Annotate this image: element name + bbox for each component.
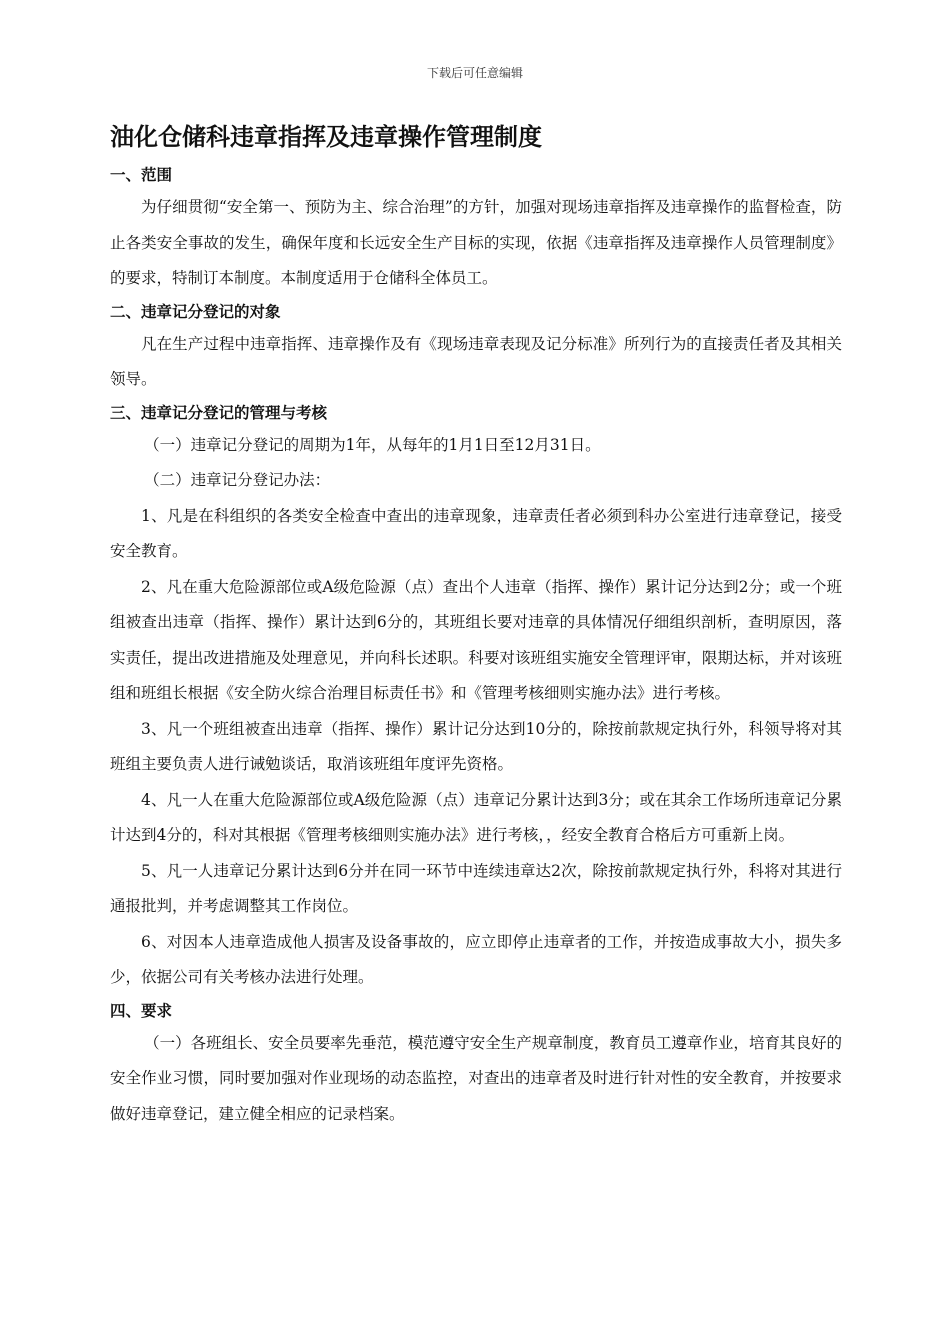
paragraph: （一）违章记分登记的周期为1年，从每年的1月1日至12月31日。 — [144, 435, 601, 454]
paragraph: 4、凡一人在重大危险源部位或A级危险源（点）违章记分累计达到3分；或在其余工作场所违章记分累计达到4分的，科对其根据《管理考核细则实施办法》进行考核，，经安全教育合格后方可重新上岗。 — [110, 790, 842, 844]
paragraph: 6、对因本人违章造成他人损害及设备事故的，应立即停止违章者的工作，并按造成事故大小，损失多少，依据公司有关考核办法进行处理。 — [110, 932, 842, 986]
section-heading: 四、要求 — [110, 1001, 173, 1020]
paragraph: （一）各班组长、安全员要率先垂范，模范遵守安全生产规章制度，教育员工遵章作业，培育其良好的安全作业习惯，同时要加强对作业现场的动态监控，对查出的违章者及时进行针对性的安全教育，并按要求做好违章登记，建立健全相应的记录档案。 — [110, 1033, 842, 1123]
section-management — [110, 398, 842, 996]
header-note: 下载后可任意编辑 — [426, 66, 523, 80]
section-requirements — [110, 996, 842, 1133]
paragraph: 2、凡在重大危险源部位或A级危险源（点）查出个人违章（指挥、操作）累计记分达到2分；或一个班组被查出违章（指挥、操作）累计达到6分的，其班组长要对违章的具体情况仔细组织剖析，查明原因，落实责任，提出改进措施及处理意见，并向科长述职。科要对该班组实施安全管理评审，限期达标，并对该班组和班组长根据《安全防火综合治理目标责任书》和《管理考核细则实施办法》进行考核。 — [110, 577, 842, 702]
paragraph: 为仔细贯彻“安全第一、预防为主、综合治理”的方针，加强对现场违章指挥及违章操作的监督检查，防止各类安全事故的发生，确保年度和长远安全生产目标的实现，依据《违章指挥及违章操作人员管理制度》的要求，特制订本制度。本制度适用于仓储科全体员工。 — [110, 198, 842, 287]
paragraph: 1、凡是在科组织的各类安全检查中查出的违章现象，违章责任者必须到科办公室进行违章登记，接受安全教育。 — [110, 506, 842, 560]
paragraph: （二）违章记分登记办法： — [144, 471, 331, 489]
paragraph: 3、凡一个班组被查出违章（指挥、操作）累计记分达到10分的，除按前款规定执行外，科领导将对其班组主要负责人进行诫勉谈话，取消该班组年度评先资格。 — [110, 719, 842, 773]
document-body — [110, 160, 842, 1132]
paragraph: 5、凡一人违章记分累计达到6分并在同一环节中连续违章达2次，除按前款规定执行外，科将对其进行通报批判，并考虑调整其工作岗位。 — [110, 861, 842, 915]
section-heading: 一、范围 — [110, 166, 173, 184]
section-heading: 二、违章记分登记的对象 — [110, 302, 281, 321]
document-title: 油化仓储科违章指挥及违章操作管理制度 — [110, 123, 542, 151]
section-heading: 三、违章记分登记的管理与考核 — [110, 403, 328, 422]
section-target — [110, 297, 842, 398]
section-scope — [110, 160, 842, 297]
paragraph: 凡在生产过程中违章指挥、违章操作及有《现场违章表现及记分标准》所列行为的直接责任者及其相关领导。 — [110, 334, 842, 388]
